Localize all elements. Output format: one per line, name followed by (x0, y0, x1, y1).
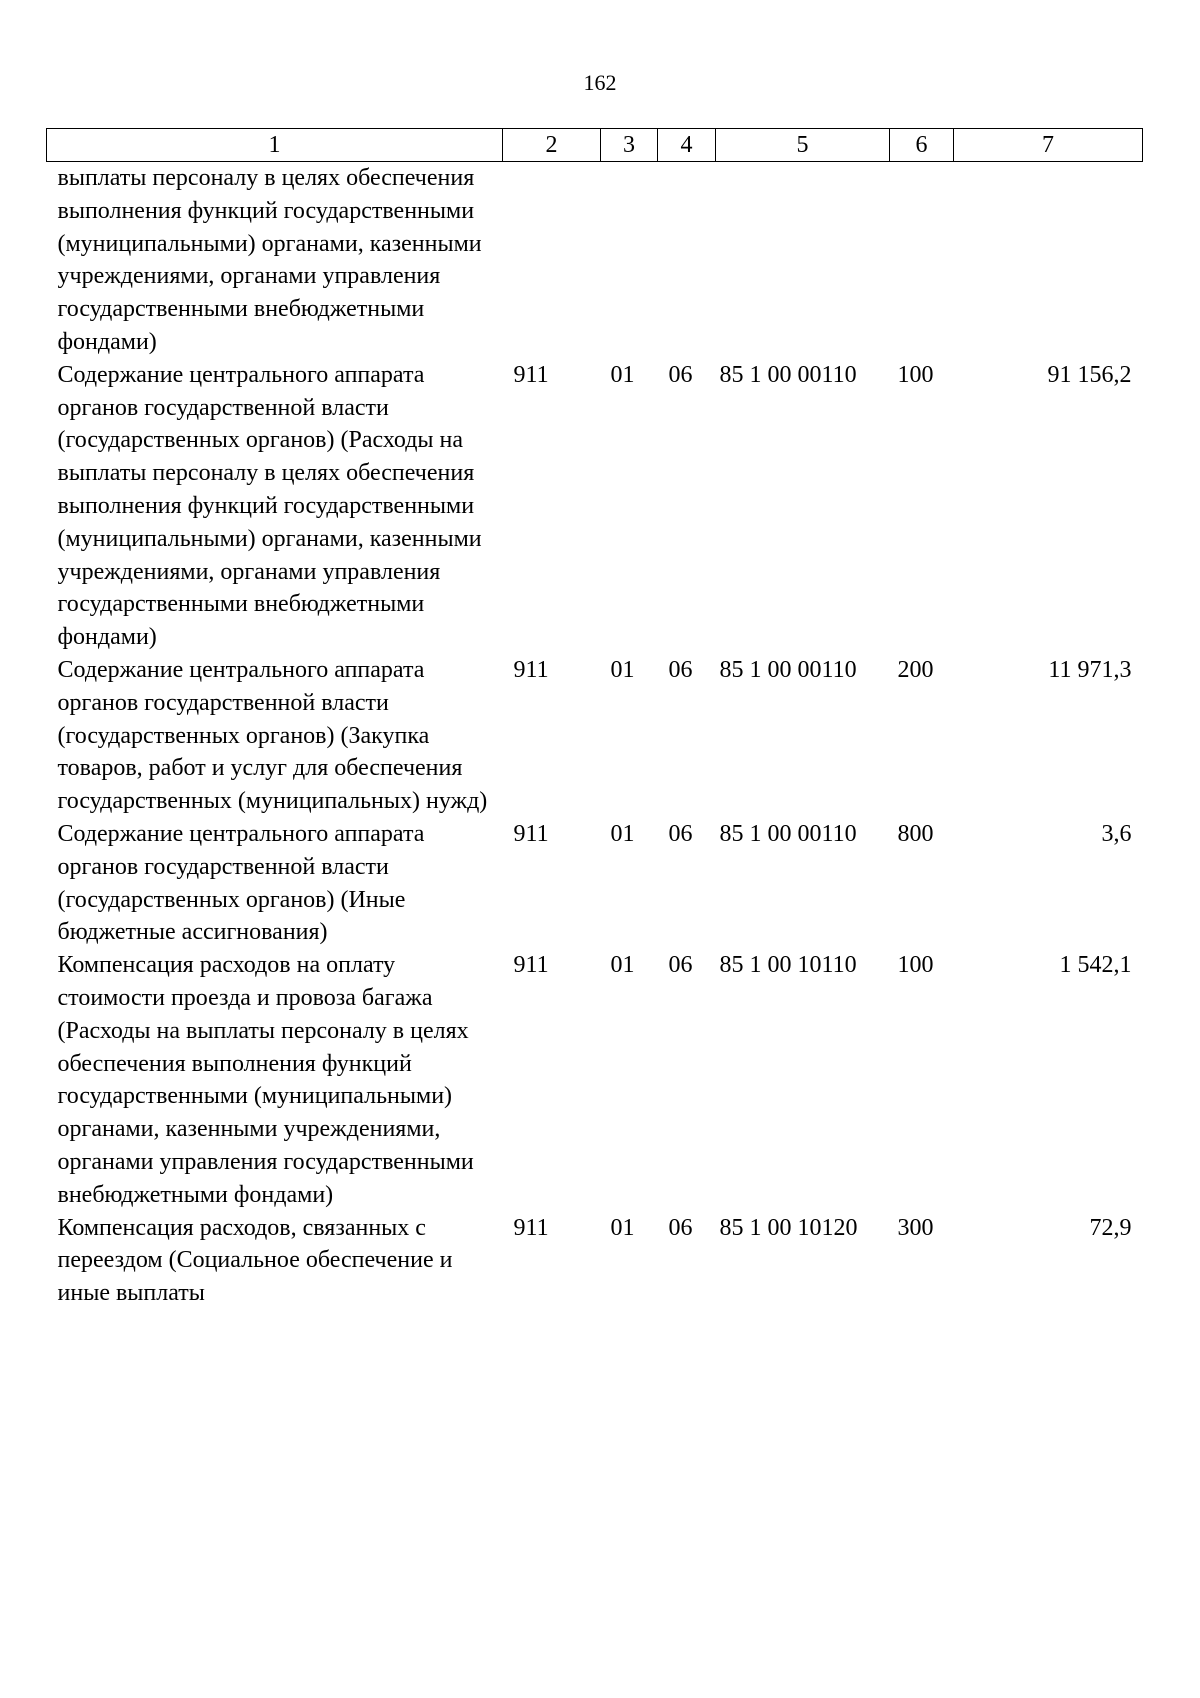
section-code: 01 (610, 656, 635, 683)
target-article-code: 85 1 00 00110 (719, 361, 857, 388)
expense-type-code: 300 (897, 1214, 934, 1241)
budget-table (46, 128, 1143, 1310)
column-header-2: 2 (503, 129, 601, 162)
target-article-code: 85 1 00 00110 (719, 820, 857, 847)
ministry-code: 911 (513, 1214, 549, 1241)
column-header-7: 7 (954, 129, 1143, 162)
column-header-3: 3 (601, 129, 658, 162)
amount: 11 971,3 (1048, 656, 1132, 683)
section-code: 01 (610, 820, 635, 847)
page-number: 162 (583, 70, 617, 95)
table-row (47, 359, 1143, 654)
ministry-code: 911 (513, 361, 549, 388)
section-code (601, 162, 658, 359)
ministry-code: 911 (513, 952, 549, 979)
ministry-code: 911 (513, 820, 549, 847)
table-row (47, 162, 1143, 359)
subsection-code: 06 (668, 361, 693, 388)
target-article-code (716, 162, 890, 359)
expense-type-code: 200 (897, 656, 934, 683)
section-code: 01 (610, 361, 635, 388)
expense-description: Компенсация расходов на оплату стоимости проезда и провоза багажа (Расходы на выплаты персоналу в целях обеспечения выполнения функций государственными (муниципальными) органами, казенными учреждениями, органами управления государственными внебюджетными фондами) (57, 952, 474, 1208)
amount: 72,9 (1089, 1214, 1132, 1241)
target-article-code: 85 1 00 00110 (719, 656, 857, 683)
ministry-code (503, 162, 601, 359)
subsection-code: 06 (668, 656, 693, 683)
column-header-4: 4 (658, 129, 716, 162)
target-article-code: 85 1 00 10120 (719, 1214, 858, 1241)
subsection-code: 06 (668, 952, 693, 979)
section-code: 01 (610, 952, 635, 979)
expense-description: Содержание центрального аппарата органов государственной власти (государственных органов) (Расходы на выплаты персоналу в целях обеспечения выполнения функций государственными (муниципальными) органами, казенными учреждениями, органами управления государственными внебюджетными фондами) (57, 361, 482, 651)
expense-description: выплаты персоналу в целях обеспечения выполнения функций государственными (муниципальными) органами, казенными учреждениями, органами управления государственными внебюджетными фондами) (57, 165, 482, 355)
subsection-code (658, 162, 716, 359)
table-row (47, 1212, 1143, 1310)
amount (954, 162, 1143, 359)
expense-description: Содержание центрального аппарата органов государственной власти (государственных органов) (Иные бюджетные ассигнования) (57, 820, 425, 946)
ministry-code: 911 (513, 656, 549, 683)
column-header-1: 1 (47, 129, 503, 162)
expense-description: Компенсация расходов, связанных с переездом (Социальное обеспечение и иные выплаты (57, 1214, 453, 1307)
subsection-code: 06 (668, 1214, 693, 1241)
expense-type-code: 100 (897, 361, 934, 388)
expense-type-code (890, 162, 954, 359)
target-article-code: 85 1 00 10110 (719, 952, 857, 979)
amount: 1 542,1 (1059, 952, 1132, 979)
expense-description: Содержание центрального аппарата органов государственной власти (государственных органов) (Закупка товаров, работ и услуг для обеспечения государственных (муниципальных) нужд) (57, 656, 488, 815)
subsection-code: 06 (668, 820, 693, 847)
table-header-row (47, 129, 1143, 162)
expense-type-code: 100 (897, 952, 934, 979)
table-row (47, 654, 1143, 818)
table-row (47, 818, 1143, 949)
table-body (47, 162, 1143, 1310)
expense-type-code: 800 (897, 820, 934, 847)
section-code: 01 (610, 1214, 635, 1241)
amount: 91 156,2 (1047, 361, 1132, 388)
column-header-5: 5 (716, 129, 890, 162)
column-header-6: 6 (890, 129, 954, 162)
table-row (47, 949, 1143, 1211)
amount: 3,6 (1101, 820, 1132, 847)
